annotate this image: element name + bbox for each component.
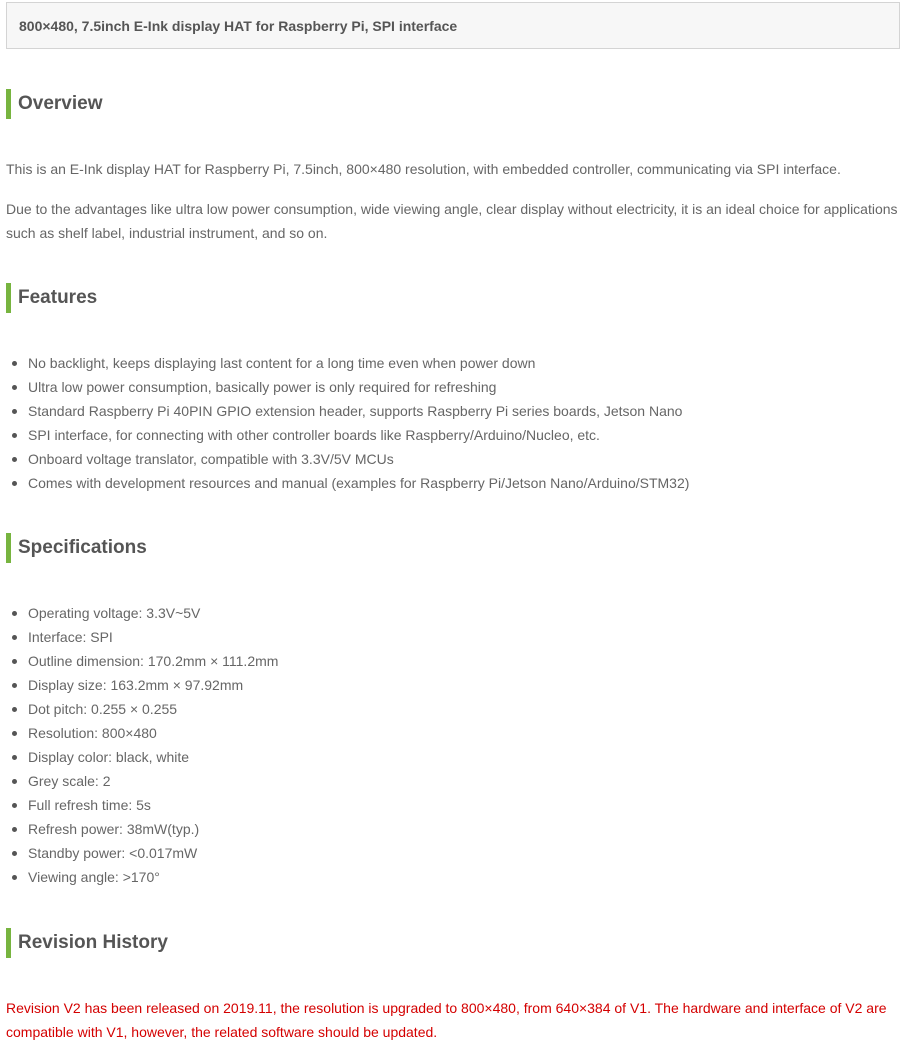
bullet-icon [12,409,17,414]
bullet-icon [12,481,17,486]
spec-item-text: Operating voltage: 3.3V~5V [28,605,201,621]
spec-item [6,601,278,625]
bullet-icon [12,731,17,736]
bullet-icon [12,635,17,640]
bullet-icon [12,611,17,616]
feature-item-text: Onboard voltage translator, compatible with 3.3V/5V MCUs [28,451,394,467]
overview-heading [6,89,103,119]
bullet-icon [12,361,17,366]
features-list [6,351,689,495]
specifications-list [6,601,278,889]
bullet-icon [12,803,17,808]
spec-item-text: Resolution: 800×480 [28,725,157,741]
features-heading-text: Features [18,287,98,308]
feature-item [6,375,689,399]
bullet-icon [12,755,17,760]
spec-item-text: Viewing angle: >170° [28,869,160,885]
feature-item-text: Ultra low power consumption, basically power is only required for refreshing [28,379,497,395]
spec-item-text: Outline dimension: 170.2mm × 111.2mm [28,653,279,669]
bullet-icon [12,659,17,664]
revision-history-text: Revision V2 has been released on 2019.11, the resolution is upgraded to 800×480, from 640×384 of V1. The hardware and interface of V2 are compatible with V1, however, the related software should be updated. [6,1000,887,1040]
feature-item [6,471,689,495]
bullet-icon [12,683,17,688]
spec-item-text: Full refresh time: 5s [28,797,151,813]
spec-item-text: Grey scale: 2 [28,773,111,789]
spec-item-text: Display size: 163.2mm × 97.92mm [28,677,244,693]
feature-item-text: Standard Raspberry Pi 40PIN GPIO extension header, supports Raspberry Pi series boards, Jetson Nano [28,403,683,419]
spec-item [6,841,278,865]
product-title: 800×480, 7.5inch E-Ink display HAT for Raspberry Pi, SPI interface [19,18,458,34]
features-heading [6,283,97,313]
spec-item-text: Display color: black, white [28,749,190,765]
overview-heading-text: Overview [18,93,103,114]
bullet-icon [12,433,17,438]
spec-item-text: Dot pitch: 0.255 × 0.255 [28,701,178,717]
spec-item [6,793,278,817]
spec-item [6,673,278,697]
spec-item [6,625,278,649]
spec-item [6,769,278,793]
spec-item-text: Interface: SPI [28,629,113,645]
feature-item-text: SPI interface, for connecting with other controller boards like Raspberry/Arduino/Nucleo, etc. [28,427,600,443]
bullet-icon [12,875,17,880]
overview-paragraph-2: Due to the advantages like ultra low power consumption, wide viewing angle, clear display without electricity, it is an ideal choice for applications such as shelf label, industrial instrument, and so on. [6,201,898,241]
bullet-icon [12,457,17,462]
spec-item-text: Standby power: <0.017mW [28,845,198,861]
feature-item-text: Comes with development resources and manual (examples for Raspberry Pi/Jetson Nano/Arduino/STM32) [28,475,690,491]
bullet-icon [12,827,17,832]
revision-history-heading [6,928,168,958]
overview-paragraph-1: This is an E-Ink display HAT for Raspberry Pi, 7.5inch, 800×480 resolution, with embedded controller, communicating via SPI interface. [6,161,841,177]
feature-item [6,423,689,447]
bullet-icon [12,385,17,390]
feature-item [6,399,689,423]
spec-item-text: Refresh power: 38mW(typ.) [28,821,200,837]
feature-item-text: No backlight, keeps displaying last content for a long time even when power down [28,355,536,371]
revision-history-heading-text: Revision History [18,932,168,953]
product-title-bar [6,2,900,49]
feature-item [6,351,689,375]
spec-item [6,721,278,745]
spec-item [6,817,278,841]
feature-item [6,447,689,471]
bullet-icon [12,851,17,856]
specifications-heading-text: Specifications [18,537,147,558]
spec-item [6,865,278,889]
spec-item [6,697,278,721]
bullet-icon [12,779,17,784]
bullet-icon [12,707,17,712]
specifications-heading [6,533,147,563]
spec-item [6,745,278,769]
spec-item [6,649,278,673]
